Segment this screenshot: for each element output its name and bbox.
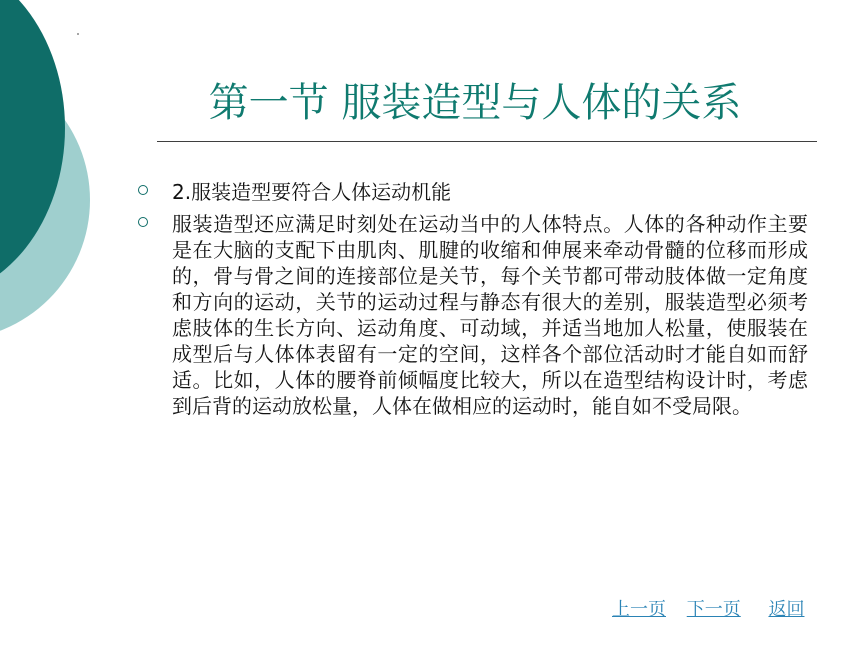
navigation-links bbox=[612, 598, 804, 622]
bullet-item-heading bbox=[138, 179, 808, 205]
title-divider bbox=[157, 141, 817, 142]
bullet-circle-icon bbox=[138, 217, 148, 227]
bullet-circle-icon bbox=[138, 185, 148, 195]
bullet-heading-text: 2.服装造型要符合人体运动机能 bbox=[172, 180, 452, 204]
decorative-dot bbox=[77, 33, 79, 35]
prev-page-link[interactable]: 上一页 bbox=[612, 599, 666, 620]
slide-content bbox=[138, 179, 808, 419]
bullet-body-text: 服装造型还应满足时刻处在运动当中的人体特点。人体的各种动作主要是在大脑的支配下由肌肉、肌腱的收缩和伸展来牵动骨髓的位移而形成的，骨与骨之间的连接部位是关节，每个关节都可带动肢体做一定角度和方向的运动，关节的运动过程与静态有很大的差别，服装造型必须考虑肢体的生长方向、运动角度、可动域，并适当地加人松量，使服装在成型后与人体体表留有一定的空间，这样各个部位活动时才能自如而舒适。比如，人体的腰脊前倾幅度比较大，所以在造型结构设计时，考虑到后背的运动放松量，人体在做相应的运动时，能自如不受局限。 bbox=[172, 212, 808, 418]
next-page-link[interactable]: 下一页 bbox=[686, 599, 741, 620]
bullet-item-body bbox=[138, 211, 808, 419]
back-link[interactable]: 返回 bbox=[768, 599, 805, 620]
slide-title: 第一节 服装造型与人体的关系 bbox=[208, 80, 742, 126]
